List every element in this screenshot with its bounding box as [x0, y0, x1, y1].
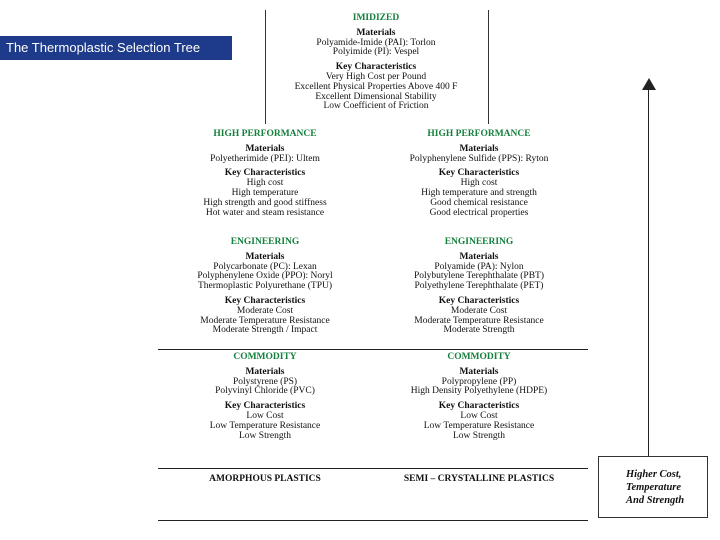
semi-eng-material: Polyethylene Terephthalate (PET): [414, 281, 544, 292]
semi-hp-material: Polyphenylene Sulfide (PPS): Ryton: [409, 153, 549, 164]
semi-eng-material: Polybutylene Terephthalate (PBT): [413, 271, 545, 282]
amorphous-commodity-tier: COMMODITY: [233, 352, 297, 362]
semi-crystalline-commodity-block: [384, 353, 574, 441]
arrow-label: Higher Cost, Temperature And Strength: [626, 468, 685, 506]
amorphous-com-characteristic: Low Temperature Resistance: [209, 420, 321, 431]
semi-eng-characteristic: Moderate Cost: [450, 305, 508, 316]
semi-com-materials-heading: Materials: [459, 366, 499, 377]
amorphous-engineering-block: [170, 238, 360, 336]
amorphous-hp-characteristic: Hot water and steam resistance: [205, 207, 325, 218]
semi-com-characteristic: Low Strength: [453, 430, 505, 441]
imidized-block: [270, 14, 482, 112]
amorphous-com-materials-heading: Materials: [245, 366, 285, 377]
arrow-label-box: [598, 456, 708, 518]
amorphous-hp-characteristics-heading: Key Characteristics: [224, 168, 306, 179]
semi-hp-characteristic: High cost: [460, 178, 498, 189]
semi-eng-characteristics-heading: Key Characteristics: [438, 295, 520, 306]
engineering-commodity-divider: [158, 349, 588, 350]
semi-com-characteristics-heading: Key Characteristics: [438, 401, 520, 412]
amorphous-commodity-block: [170, 353, 360, 441]
semi-crystalline-high-performance-block: [384, 130, 574, 218]
semi-eng-characteristic: Moderate Temperature Resistance: [414, 315, 544, 326]
semi-hp-characteristic: Good electrical properties: [429, 207, 529, 218]
amorphous-eng-characteristic: Moderate Strength / Impact: [212, 325, 318, 336]
imidized-characteristics-heading: Key Characteristics: [335, 62, 417, 73]
amorphous-hp-characteristic: High temperature: [231, 187, 299, 198]
imidized-characteristic: Excellent Physical Properties Above 400 F: [294, 81, 458, 92]
amorphous-high-performance-tier: HIGH PERFORMANCE: [213, 129, 317, 139]
base-line: [158, 520, 588, 521]
amorphous-hp-materials-heading: Materials: [245, 143, 285, 154]
semi-eng-characteristic: Moderate Strength: [443, 325, 515, 336]
amorphous-eng-material: Polycarbonate (PC): Lexan: [213, 261, 317, 272]
amorphous-eng-characteristic: Moderate Temperature Resistance: [200, 315, 330, 326]
imidized-material: Polyamide-Imide (PAI): Torlon: [316, 37, 436, 48]
imidized-material: Polyimide (PI): Vespel: [332, 47, 420, 58]
semi-com-characteristic: Low Cost: [460, 410, 498, 421]
amorphous-com-material: Polystyrene (PS): [232, 376, 298, 387]
semi-hp-characteristics-heading: Key Characteristics: [438, 168, 520, 179]
amorphous-com-material: Polyvinyl Chloride (PVC): [215, 386, 315, 397]
semi-crystalline-high-performance-tier: HIGH PERFORMANCE: [427, 129, 531, 139]
amorphous-com-characteristics-heading: Key Characteristics: [224, 401, 306, 412]
imidized-characteristic: Low Coefficient of Friction: [323, 101, 429, 112]
amorphous-eng-material: Thermoplastic Polyurethane (TPU): [197, 281, 333, 292]
semi-hp-materials-heading: Materials: [459, 143, 499, 154]
semi-eng-material: Polyamide (PA): Nylon: [434, 261, 524, 272]
amorphous-eng-material: Polyphenylene Oxide (PPO): Noryl: [197, 271, 333, 282]
semi-eng-materials-heading: Materials: [459, 251, 499, 262]
amorphous-plastics-label: AMORPHOUS PLASTICS: [209, 474, 321, 484]
amorphous-engineering-tier: ENGINEERING: [230, 237, 300, 247]
arrow-shaft: [648, 88, 649, 456]
semi-crystalline-commodity-tier: COMMODITY: [447, 352, 511, 362]
amorphous-eng-characteristics-heading: Key Characteristics: [224, 295, 306, 306]
imidized-characteristic: Excellent Dimensional Stability: [315, 91, 437, 102]
amorphous-hp-characteristic: High strength and good stiffness: [203, 197, 327, 208]
semi-com-characteristic: Low Temperature Resistance: [423, 420, 535, 431]
semi-crystalline-plastics-label: SEMI – CRYSTALLINE PLASTICS: [403, 474, 555, 484]
semi-hp-characteristic: High temperature and strength: [421, 187, 537, 198]
semi-com-material: High Density Polyethylene (HDPE): [410, 386, 548, 397]
amorphous-eng-characteristic: Moderate Cost: [236, 305, 294, 316]
amorphous-eng-materials-heading: Materials: [245, 251, 285, 262]
amorphous-hp-characteristic: High cost: [246, 178, 284, 189]
imidized-characteristic: Very High Cost per Pound: [325, 71, 427, 82]
imidized-tier-label: IMIDIZED: [352, 13, 400, 23]
arrow-up-icon: [642, 78, 656, 90]
semi-hp-characteristic: Good chemical resistance: [430, 197, 528, 208]
page-title: The Thermoplastic Selection Tree: [0, 36, 232, 60]
amorphous-hp-material: Polyetherimide (PEI): Ultem: [210, 153, 320, 164]
semi-crystalline-engineering-tier: ENGINEERING: [444, 237, 514, 247]
semi-crystalline-engineering-block: [384, 238, 574, 336]
semi-com-material: Polypropylene (PP): [441, 376, 517, 387]
amorphous-com-characteristic: Low Cost: [246, 410, 284, 421]
amorphous-high-performance-block: [170, 130, 360, 218]
commodity-base-divider: [158, 468, 588, 469]
imidized-materials-heading: Materials: [356, 27, 396, 38]
amorphous-com-characteristic: Low Strength: [239, 430, 291, 441]
